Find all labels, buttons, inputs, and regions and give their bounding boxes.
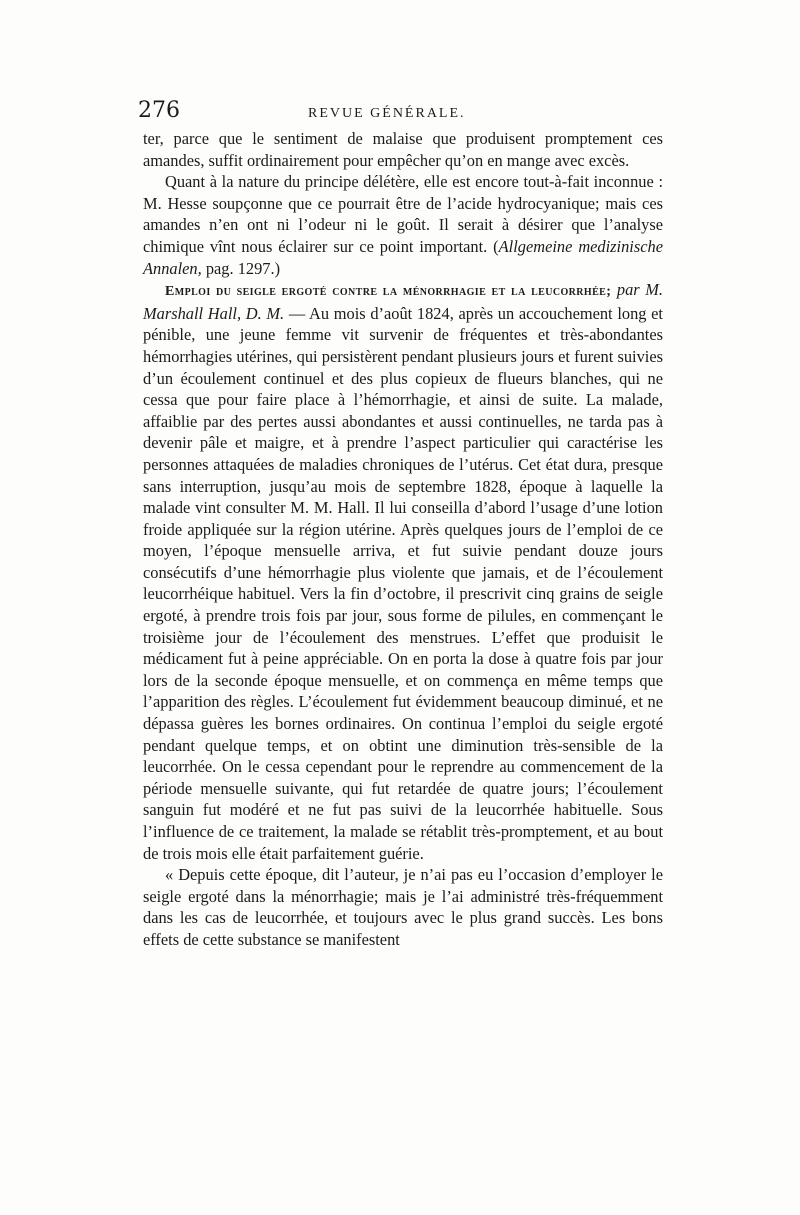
- page-number: 276: [138, 98, 180, 123]
- citation-page: pag. 1297.): [201, 258, 281, 278]
- article-author: M. Marshall Hall, D. M.: [143, 280, 664, 323]
- article-title: Emploi du seigle ergoté contre la ménorrhagie et la leucorrhée;: [165, 284, 612, 300]
- running-title: REVUE GÉNÉRALE.: [308, 106, 466, 121]
- text-block: [138, 98, 664, 951]
- paragraph-author-quote: « Depuis cette époque, dit l’auteur, je n’ai pas eu l’occasion d’employer le seigle ergoté dans la ménorrhagie; mais je l’ai administré très-fréquemment dans les cas de leucorrhée, et toujours avec le plus grand succès. Les bons effets de cette substance se manifestent: [143, 865, 663, 949]
- journal-citation: Allgemeine medizinische Annalen,: [143, 236, 663, 278]
- author-prefix: par: [611, 280, 646, 300]
- page-header: [138, 98, 663, 128]
- paragraph-continuation: ter, parce que le sentiment de malaise que produisent promptement ces amandes, suffit ordinairement pour empêcher qu’on en mange avec excès.: [143, 129, 663, 170]
- article-body: — Au mois d’août 1824, après un accouchement long et pénible, une jeune femme vit survenir de fréquentes et très-abondantes hémorrhagies utérines, qui persistèrent pendant plusieurs jours et furent suivies d’un écoulement continuel et des plus copieux de flueurs blanches, qui ne cessa que pour faire place à l’hémorrhagie, et ainsi de suite. La malade, affaiblie par des pertes aussi abondantes et aussi continuelles, ne tarda pas à devenir pâle et maigre, et à prendre l’aspect particulier qui caractérise les personnes attaquées de maladies chroniques de l’utérus. Cet état dura, presque sans interruption, jusqu’au mois de septembre 1828, époque à laquelle la malade vint consulter M. M. Hall. Il lui conseilla d’abord l’usage d’une lotion froide appliquée sur la région utérine. Après quelques jours de l’emploi de ce moyen, l’époque mensuelle arriva, et fut suivie pendant douze jours consécutifs d’une hémorrhagie plus violente que jamais, et de l’écoulement leucorrhéique habituel. Vers la fin d’octobre, il prescrivit cinq grains de seigle ergoté, à prendre trois fois par jour, sous forme de pilules, en commençant le troisième jour de l’écoulement des menstrues. L’effet que produisit le médicament fut à peine appréciable. On en porta la dose à quatre fois par jour lors de la seconde époque mensuelle, et on commença en même temps que l’apparition des règles. L’écoulement fut évidemment beaucoup diminué, et ne dépassa guères les bornes ordinaires. On continua l’emploi du seigle ergoté pendant quelque temps, et on obtint une diminution très-sensible de la leucorrhée. On le cessa cependant pour le reprendre au commencement de la période mensuelle suivante, qui fut retardée de quatre jours; l’écoulement sanguin fut modéré et ne fut pas suivi de la leucorrhée habituelle. Sous l’influence de ce traitement, la malade se rétablit très-promptement, et au bout de trois mois elle était parfaitement guérie.: [143, 303, 663, 863]
- article-ergot-ménorrhagie: [143, 279, 663, 864]
- paragraph-deleterious-principle: [143, 171, 663, 279]
- paragraph-text: Quant à la nature du principe délétère, elle est encore tout-à-fait inconnue : M. Hesse soupçonne que ce pourrait être de l’acide hydrocyanique; mais ces amandes n’en ont ni l’odeur ni le goût. Il serait à désirer que l’analyse chimique vînt nous éclairer sur ce point important. (: [143, 172, 663, 256]
